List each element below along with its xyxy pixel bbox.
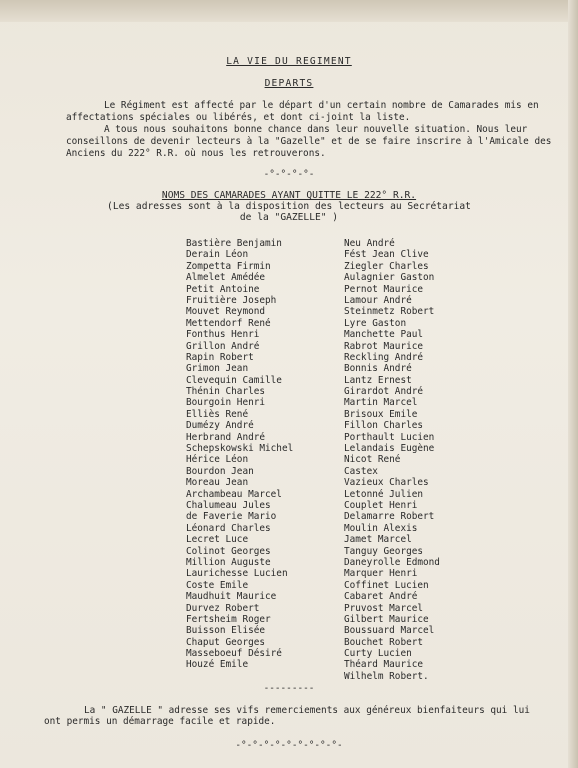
intro-line: conseillons de devenir lecteurs à la "Gazelle" et de se faire inscrire à l'Amicale des: [66, 136, 552, 147]
name-entry: Reckling André: [344, 351, 424, 363]
name-entry: Ziegler Charles: [344, 260, 429, 272]
list-note: (Les adresses sont à la disposition des lecteurs au Secrétariat: [107, 201, 471, 212]
intro-line: affectations spéciales ou libérés, et dont ci-joint la liste.: [66, 112, 411, 123]
name-entry: Fillon Charles: [344, 420, 424, 432]
name-entry: Marquer Henri: [344, 568, 418, 580]
name-entry: Letonné Julien: [344, 488, 424, 500]
list-title: NOMS DES CAMARADES AYANT QUITTE LE 222° R.R.: [161, 190, 417, 201]
name-entry: Petit Antoine: [186, 283, 260, 295]
name-entry: Clevequin Camille: [186, 374, 282, 386]
section-subtitle: DEPARTS: [264, 78, 314, 89]
name-entry: Archambeau Marcel: [186, 488, 282, 500]
intro-line: Le Régiment est affecté par le départ d'un certain nombre de Camarades mis en: [104, 100, 539, 111]
name-entry: Bonnis André: [344, 363, 412, 375]
name-entry: Herbrand André: [186, 431, 266, 443]
name-entry: Coffinet Lucien: [344, 579, 429, 591]
intro-line: Anciens du 222° R.R. où nous les retrouverons.: [66, 148, 326, 159]
section-title: LA VIE DU REGIMENT: [226, 56, 352, 67]
name-entry: Laurichesse Lucien: [186, 568, 288, 580]
list-note: de la "GAZELLE" ): [239, 212, 339, 223]
name-entry: Léonard Charles: [186, 522, 271, 534]
name-entry: Bourgoin Henri: [186, 397, 266, 409]
name-entry: Thénin Charles: [186, 386, 266, 398]
name-entry: Grimon Jean: [186, 363, 249, 375]
name-entry: Jamet Marcel: [344, 534, 412, 546]
name-entry: Coste Emile: [186, 579, 249, 591]
name-entry: Moulin Alexis: [344, 522, 418, 534]
name-entry: Porthault Lucien: [344, 431, 435, 443]
name-entry: Delamarre Robert: [344, 511, 435, 523]
name-entry: de Faverie Mario: [186, 511, 277, 523]
thanks-line: La " GAZELLE " adresse ses vifs remerciements aux généreux bienfaiteurs qui lui: [84, 705, 530, 716]
name-entry: Boussuard Marcel: [344, 625, 435, 637]
name-entry: Couplet Henri: [344, 499, 418, 511]
name-entry: Hérice Léon: [186, 454, 249, 466]
name-entry: Rabrot Maurice: [344, 340, 424, 352]
name-entry: Nicot René: [344, 454, 401, 466]
thanks-line: ont permis un démarrage facile et rapide.: [44, 716, 276, 727]
name-entry: Vazieux Charles: [344, 477, 429, 489]
name-entry: Bouchet Robert: [344, 636, 424, 648]
name-entry: Dumézy André: [186, 420, 254, 432]
name-entry: Pernot Maurice: [344, 283, 424, 295]
name-entry: Maudhuit Maurice: [186, 591, 277, 603]
name-entry: Pruvost Marcel: [344, 602, 424, 614]
name-entry: Bourdon Jean: [186, 465, 254, 477]
name-entry: Grillon André: [186, 340, 260, 352]
name-entry: Girardot André: [344, 386, 424, 398]
separator-mid: ---------: [263, 683, 315, 694]
name-entry: Lyre Gaston: [344, 317, 407, 329]
name-entry: Rapin Robert: [186, 351, 254, 363]
name-entry: Gilbert Maurice: [344, 613, 429, 625]
name-entry: Lecret Luce: [186, 534, 249, 546]
name-entry: Mettendorf René: [186, 317, 271, 329]
name-entry: Manchette Paul: [344, 329, 424, 341]
name-entry: Zompetta Firmin: [186, 260, 271, 272]
names-left-column: [186, 238, 293, 671]
separator-top: -°-°-°-°-: [263, 169, 315, 180]
name-entry: Schepskowski Michel: [186, 443, 294, 455]
name-entry: Fruitière Joseph: [186, 294, 277, 306]
name-entry: Daneyrolle Edmond: [344, 556, 440, 568]
name-entry: Steinmetz Robert: [344, 306, 435, 318]
name-entry: Cabaret André: [344, 591, 418, 603]
name-entry: Houzé Emile: [186, 659, 249, 671]
name-entry: Théard Maurice: [344, 659, 424, 671]
name-entry: Tanguy Georges: [344, 545, 424, 557]
name-entry: Mouvet Reymond: [186, 306, 266, 318]
name-entry: Chaput Georges: [186, 636, 266, 648]
name-entry: Fertsheim Roger: [186, 613, 271, 625]
separator-bottom: -°-°-°-°-°-°-°-°-°-: [235, 740, 343, 751]
torn-top-edge: [0, 0, 578, 22]
page-right-edge: [568, 0, 578, 768]
name-entry: Almelet Amédée: [186, 272, 266, 284]
name-entry: Lamour André: [344, 294, 412, 306]
name-entry: Martin Marcel: [344, 397, 418, 409]
name-entry: Masseboeuf Désiré: [186, 648, 282, 660]
name-entry: Buisson Elisée: [186, 625, 266, 637]
name-entry: Neu André: [344, 238, 395, 249]
name-entry: Durvez Robert: [186, 602, 260, 614]
name-entry: Brisoux Emile: [344, 408, 418, 420]
name-entry: Derain Léon: [186, 249, 249, 261]
name-entry: Elliès René: [186, 408, 249, 420]
name-entry: Moreau Jean: [186, 477, 249, 489]
name-entry: Lantz Ernest: [344, 374, 412, 386]
name-entry: Million Auguste: [186, 556, 271, 568]
name-entry: Bastière Benjamin: [186, 238, 282, 249]
names-right-column: [344, 238, 440, 682]
name-entry: Lelandais Eugène: [344, 443, 435, 455]
name-entry: Chalumeau Jules: [186, 499, 271, 511]
name-entry: Fonthus Henri: [186, 329, 260, 341]
name-entry: Wilhelm Robert.: [344, 670, 429, 682]
name-entry: Curty Lucien: [344, 648, 412, 660]
name-entry: Colinot Georges: [186, 545, 271, 557]
name-entry: Aulagnier Gaston: [344, 272, 435, 284]
name-entry: Fést Jean Clive: [344, 249, 429, 261]
intro-line: A tous nous souhaitons bonne chance dans leur nouvelle situation. Nous leur: [104, 124, 528, 135]
name-entry: Castex: [344, 465, 378, 477]
